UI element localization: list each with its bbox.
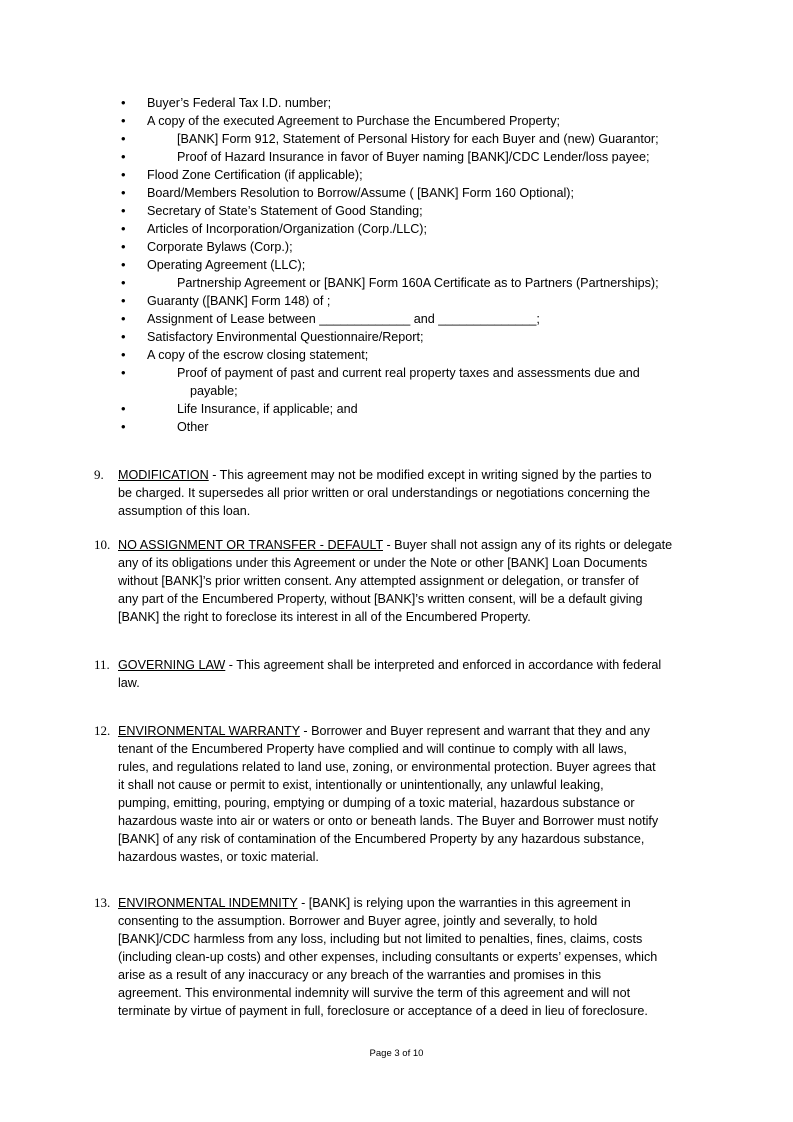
- list-item: • Corporate Bylaws (Corp.);: [121, 239, 293, 254]
- section-number: 9.: [94, 467, 104, 482]
- list-item: • Operating Agreement (LLC);: [121, 257, 306, 272]
- bullet-icon: •: [121, 293, 126, 308]
- list-item: • A copy of the executed Agreement to Purchase the Encumbered Property;: [121, 113, 561, 128]
- list-item: • Flood Zone Certification (if applicable);: [121, 167, 363, 182]
- section-heading: NO ASSIGNMENT OR TRANSFER - DEFAULT: [118, 538, 383, 552]
- list-item: • Partnership Agreement or [BANK] Form 160A Certificate as to Partners (Partnerships);: [121, 275, 659, 290]
- bullet-icon: •: [121, 347, 126, 362]
- bullet-icon: •: [121, 203, 126, 218]
- section-heading: GOVERNING LAW: [118, 658, 226, 672]
- section-number: 13.: [94, 895, 111, 910]
- bullet-icon: •: [121, 419, 126, 434]
- bullet-icon: •: [121, 365, 126, 380]
- bullet-icon: •: [121, 131, 126, 146]
- section-body: NO ASSIGNMENT OR TRANSFER - DEFAULT - Buyer shall not assign any of its rights or delegate any of its obligations under this Agreement or under the Note or other [BANK] Loan Documents without [BANK]’s prior written consent. Any attempted assignment or delegation, or transfer of any part of the Encumbered Property, without [BANK]’s written consent, will be a default giving [BANK] the right to foreclose its interest in all of the Encumbered Property.: [118, 538, 673, 624]
- section-number: 11.: [94, 657, 110, 672]
- bullet-icon: •: [121, 275, 126, 290]
- list-item: • Assignment of Lease between _____________ and ______________;: [121, 311, 540, 326]
- bullet-icon: •: [121, 95, 126, 110]
- list-item: • Guaranty ([BANK] Form 148) of ;: [121, 293, 331, 308]
- section-number: 10.: [94, 537, 111, 552]
- bullet-icon: •: [121, 185, 126, 200]
- section-heading: ENVIRONMENTAL WARRANTY: [118, 724, 300, 738]
- list-item: • A copy of the escrow closing statement;: [121, 347, 369, 362]
- list-item: • Secretary of State’s Statement of Good Standing;: [121, 203, 423, 218]
- list-item: • Buyer’s Federal Tax I.D. number;: [121, 95, 332, 110]
- list-item: • Other: [121, 419, 209, 434]
- section-heading: ENVIRONMENTAL INDEMNITY: [118, 896, 298, 910]
- list-item: • Articles of Incorporation/Organization (Corp./LLC);: [121, 221, 427, 236]
- requirements-list: [0, 94, 793, 436]
- bullet-icon: •: [121, 311, 126, 326]
- section-body: ENVIRONMENTAL INDEMNITY - [BANK] is relying upon the warranties in this agreement in consenting to the assumption. Borrower and Buyer agree, jointly and severally, to hold [BANK]/CDC harmless from any loss, including but not limited to penalties, fines, claims, costs (including clean-up costs) and other expenses, including consultants or experts’ expenses, which arise as a result of any inaccuracy or any breach of the warranties and promises in this agreement. This environmental indemnity will survive the term of this agreement and will not terminate by virtue of payment in full, foreclosure or acceptance of a deed in lieu of foreclosure.: [118, 896, 658, 1018]
- list-item: • [BANK] Form 912, Statement of Personal History for each Buyer and (new) Guarantor;: [121, 131, 659, 146]
- list-item: • Life Insurance, if applicable; and: [121, 401, 358, 416]
- list-item: • Proof of payment of past and current real property taxes and assessments due and payable;: [121, 365, 640, 398]
- section-body: MODIFICATION - This agreement may not be modified except in writing signed by the parties to be charged. It supersedes all prior written or oral understandings or negotiations concerning the assumption of this loan.: [118, 468, 652, 518]
- section-number: 12.: [94, 723, 111, 738]
- list-item: • Satisfactory Environmental Questionnaire/Report;: [121, 329, 424, 344]
- bullet-icon: •: [121, 329, 126, 344]
- list-item: • Proof of Hazard Insurance in favor of Buyer naming [BANK]/CDC Lender/loss payee;: [121, 149, 650, 164]
- bullet-icon: •: [121, 167, 126, 182]
- bullet-icon: •: [121, 401, 126, 416]
- bullet-icon: •: [121, 257, 126, 272]
- bullet-icon: •: [121, 113, 126, 128]
- page-number-footer: Page 3 of 10: [369, 1048, 424, 1059]
- section-heading: MODIFICATION: [118, 468, 209, 482]
- bullet-icon: •: [121, 149, 126, 164]
- bullet-icon: •: [121, 239, 126, 254]
- section-body: GOVERNING LAW - This agreement shall be interpreted and enforced in accordance with federal law.: [118, 658, 662, 690]
- section-body: ENVIRONMENTAL WARRANTY - Borrower and Buyer represent and warrant that they and any tenant of the Encumbered Property have complied and will continue to comply with all laws, rules, and regulations related to land use, zoning, or environmental protection. Buyer agrees that it shall not cause or permit to exist, intentionally or unintentionally, any unlawful leaking, pumping, emitting, pouring, emptying or dumping of a toxic material, hazardous substance or hazardous waste into air or waters or onto or beneath lands. The Buyer and Borrower must notify [BANK] of any risk of contamination of the Encumbered Property by any hazardous substance, hazardous wastes, or toxic material.: [118, 724, 659, 864]
- list-item: • Board/Members Resolution to Borrow/Assume ( [BANK] Form 160 Optional);: [121, 185, 574, 200]
- bullet-icon: •: [121, 221, 126, 236]
